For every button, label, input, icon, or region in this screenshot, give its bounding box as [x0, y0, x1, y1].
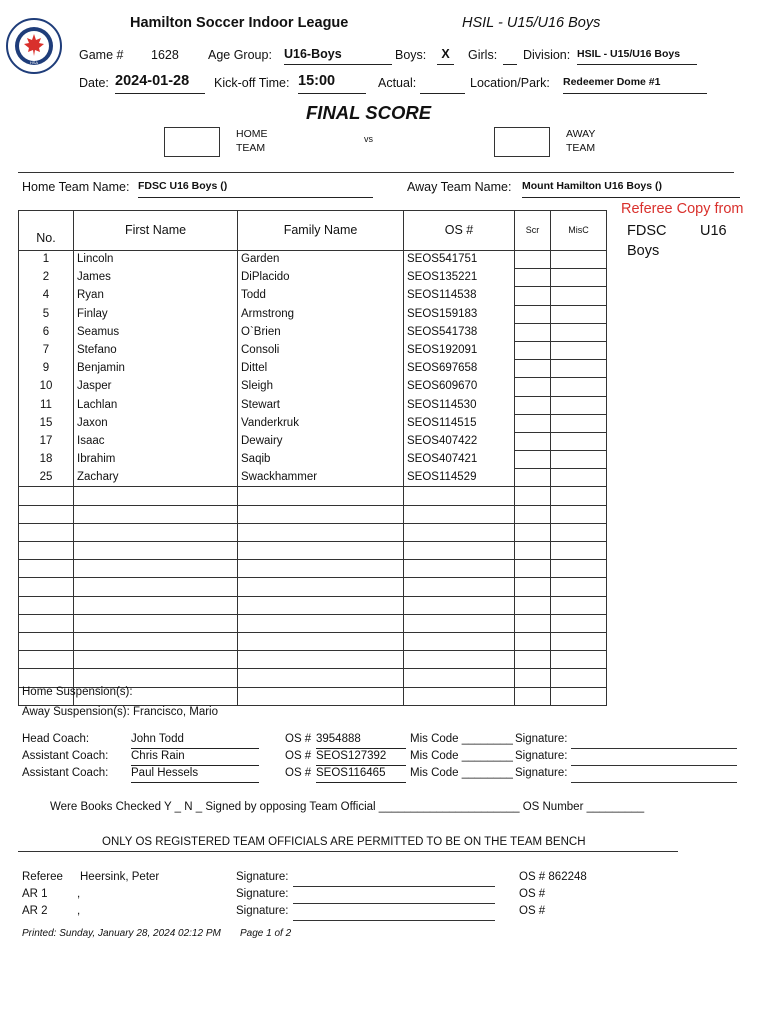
kickoff-value: 15:00 — [298, 73, 366, 94]
cell-os: SEOS135221 — [404, 269, 515, 287]
cell-scr — [515, 469, 551, 487]
coach-signature-label: Signature: — [515, 750, 568, 762]
coach-name: Chris Rain — [131, 750, 259, 766]
cell-family-name — [238, 523, 404, 541]
final-score-title: FINAL SCORE — [306, 102, 432, 123]
cell-misc — [551, 614, 607, 632]
location-value: Redeemer Dome #1 — [563, 76, 707, 94]
col-misc: MisC — [551, 211, 607, 251]
kickoff-label: Kick-off Time: — [214, 76, 290, 90]
cell-misc — [551, 323, 607, 341]
svg-text:HSA: HSA — [29, 60, 39, 65]
table-row — [19, 251, 607, 269]
official-os: OS # 862248 — [519, 871, 587, 883]
coach-os-label: OS # — [285, 767, 312, 779]
table-row — [19, 378, 607, 396]
cell-first-name: Isaac — [74, 432, 238, 450]
coach-os-label: OS # — [285, 733, 312, 745]
cell-no — [19, 578, 74, 596]
cell-os: SEOS114538 — [404, 287, 515, 305]
col-first-name: First Name — [74, 211, 238, 251]
official-name: , — [77, 888, 81, 900]
cell-first-name — [74, 651, 238, 669]
col-os: OS # — [404, 211, 515, 251]
cell-misc — [551, 396, 607, 414]
game-number-label: Game # — [79, 48, 124, 62]
cell-family-name — [238, 505, 404, 523]
table-row — [19, 469, 607, 487]
cell-os: SEOS114529 — [404, 469, 515, 487]
cell-misc — [551, 487, 607, 505]
cell-family-name — [238, 651, 404, 669]
date-value: 2024-01-28 — [115, 73, 205, 94]
cell-no: 5 — [19, 305, 74, 323]
books-checked-line: Were Books Checked Y _ N _ Signed by opposing Team Official ______________________ OS Number _________ — [50, 801, 645, 813]
cell-first-name: Seamus — [74, 323, 238, 341]
cell-scr — [515, 360, 551, 378]
cell-misc — [551, 523, 607, 541]
cell-family-name: Consoli — [238, 341, 404, 359]
official-role: AR 2 — [22, 905, 48, 917]
official-role: AR 1 — [22, 888, 48, 900]
cell-os: SEOS407422 — [404, 432, 515, 450]
cell-first-name: Zachary — [74, 469, 238, 487]
cell-misc — [551, 560, 607, 578]
cell-scr — [515, 414, 551, 432]
notice-underline — [18, 851, 678, 852]
cell-misc — [551, 596, 607, 614]
home-team-label: Home Team Name: — [22, 180, 130, 194]
cell-os: SEOS609670 — [404, 378, 515, 396]
cell-scr — [515, 578, 551, 596]
cell-first-name — [74, 578, 238, 596]
cell-family-name — [238, 560, 404, 578]
cell-no: 1 — [19, 251, 74, 269]
cell-no: 7 — [19, 341, 74, 359]
cell-os — [404, 687, 515, 705]
cell-scr — [515, 305, 551, 323]
coach-os: SEOS116465 — [316, 767, 406, 783]
cell-no: 4 — [19, 287, 74, 305]
division-label: Division: — [523, 48, 571, 62]
away-team-label: Away Team Name: — [407, 180, 512, 194]
cell-family-name: Sleigh — [238, 378, 404, 396]
referee-copy-team-2: U16 — [700, 223, 727, 239]
cell-no — [19, 487, 74, 505]
league-logo — [6, 18, 62, 74]
table-row — [19, 560, 607, 578]
cell-first-name — [74, 487, 238, 505]
cell-no — [19, 542, 74, 560]
cell-family-name — [238, 578, 404, 596]
referee-copy-team-1: FDSC — [627, 223, 667, 239]
cell-first-name: Stefano — [74, 341, 238, 359]
cell-first-name: Jaxon — [74, 414, 238, 432]
cell-scr — [515, 251, 551, 269]
game-number: 1628 — [151, 48, 179, 62]
cell-misc — [551, 451, 607, 469]
girls-mark — [503, 47, 517, 65]
cell-first-name: Lachlan — [74, 396, 238, 414]
cell-family-name: Garden — [238, 251, 404, 269]
cell-os — [404, 487, 515, 505]
table-row — [19, 632, 607, 650]
cell-os — [404, 669, 515, 687]
cell-misc — [551, 414, 607, 432]
cell-scr — [515, 560, 551, 578]
home-label-line2: TEAM — [236, 142, 266, 154]
cell-misc — [551, 469, 607, 487]
cell-first-name: Lincoln — [74, 251, 238, 269]
official-name: , — [77, 905, 81, 917]
table-row — [19, 305, 607, 323]
cell-first-name — [74, 669, 238, 687]
cell-first-name — [74, 523, 238, 541]
coach-mis-code: Mis Code ________ — [410, 767, 513, 779]
cell-scr — [515, 687, 551, 705]
cell-scr — [515, 323, 551, 341]
vs-label: vs — [364, 134, 373, 144]
table-row — [19, 451, 607, 469]
cell-first-name — [74, 560, 238, 578]
cell-scr — [515, 542, 551, 560]
actual-value — [420, 73, 465, 94]
cell-first-name — [74, 505, 238, 523]
cell-first-name — [74, 596, 238, 614]
cell-os: SEOS697658 — [404, 360, 515, 378]
away-label-line2: TEAM — [566, 142, 596, 154]
coach-os: 3954888 — [316, 733, 406, 749]
referee-copy-title: Referee Copy from — [621, 201, 744, 217]
cell-os — [404, 578, 515, 596]
table-row — [19, 596, 607, 614]
coach-signature-line[interactable] — [571, 748, 737, 749]
cell-family-name: Dittel — [238, 360, 404, 378]
cell-no — [19, 669, 74, 687]
table-row — [19, 505, 607, 523]
cell-family-name: O`Brien — [238, 323, 404, 341]
home-team-name: FDSC U16 Boys () — [138, 180, 373, 198]
cell-family-name: Swackhammer — [238, 469, 404, 487]
cell-misc — [551, 542, 607, 560]
cell-scr — [515, 505, 551, 523]
coach-signature-line[interactable] — [571, 782, 737, 783]
boys-label: Boys: — [395, 48, 427, 62]
cell-misc — [551, 251, 607, 269]
official-os: OS # — [519, 905, 546, 917]
cell-misc — [551, 578, 607, 596]
cell-scr — [515, 614, 551, 632]
table-row — [19, 487, 607, 505]
coach-mis-code: Mis Code ________ — [410, 733, 513, 745]
table-row — [19, 432, 607, 450]
table-row — [19, 523, 607, 541]
cell-first-name: Jasper — [74, 378, 238, 396]
table-row — [19, 414, 607, 432]
away-team-score-label — [566, 127, 595, 155]
cell-misc — [551, 687, 607, 705]
official-signature-label: Signature: — [236, 905, 289, 917]
official-name: Heersink, Peter — [80, 871, 160, 883]
cell-misc — [551, 432, 607, 450]
girls-label: Girls: — [468, 48, 498, 62]
divider-line — [18, 172, 734, 173]
official-os: OS # — [519, 888, 546, 900]
cell-scr — [515, 596, 551, 614]
cell-os — [404, 523, 515, 541]
roster-body — [19, 251, 607, 706]
cell-os: SEOS114515 — [404, 414, 515, 432]
coach-role: Head Coach: — [22, 733, 90, 745]
cell-no: 15 — [19, 414, 74, 432]
official-signature-label: Signature: — [236, 871, 289, 883]
cell-scr — [515, 341, 551, 359]
table-row — [19, 396, 607, 414]
cell-misc — [551, 341, 607, 359]
cell-scr — [515, 378, 551, 396]
official-signature-line[interactable] — [293, 886, 495, 887]
cell-misc — [551, 378, 607, 396]
coach-os: SEOS127392 — [316, 750, 406, 766]
col-no: No. — [19, 211, 74, 251]
away-team-name: Mount Hamilton U16 Boys () — [522, 180, 740, 198]
cell-no: 25 — [19, 469, 74, 487]
cell-misc — [551, 505, 607, 523]
coach-role: Assistant Coach: — [22, 767, 109, 779]
cell-no — [19, 651, 74, 669]
age-group-value: U16-Boys — [284, 47, 392, 65]
cell-no — [19, 523, 74, 541]
official-signature-label: Signature: — [236, 888, 289, 900]
coach-signature-label: Signature: — [515, 767, 568, 779]
cell-misc — [551, 632, 607, 650]
cell-os — [404, 614, 515, 632]
coach-signature-label: Signature: — [515, 733, 568, 745]
cell-family-name: Armstrong — [238, 305, 404, 323]
table-row — [19, 669, 607, 687]
col-family-name: Family Name — [238, 211, 404, 251]
location-label: Location/Park: — [470, 76, 550, 90]
home-score-box[interactable] — [164, 127, 220, 157]
cell-scr — [515, 287, 551, 305]
cell-family-name: DiPlacido — [238, 269, 404, 287]
cell-no: 2 — [19, 269, 74, 287]
cell-no: 17 — [19, 432, 74, 450]
table-row — [19, 341, 607, 359]
cell-no: 6 — [19, 323, 74, 341]
cell-no — [19, 505, 74, 523]
roster-table — [18, 210, 607, 706]
cell-scr — [515, 451, 551, 469]
cell-first-name — [74, 542, 238, 560]
away-label-line1: AWAY — [566, 128, 596, 140]
away-score-box[interactable] — [494, 127, 550, 157]
table-row — [19, 542, 607, 560]
printed-timestamp: Printed: Sunday, January 28, 2024 02:12 PM — [22, 928, 221, 939]
coach-name: John Todd — [131, 733, 259, 749]
cell-first-name: Benjamin — [74, 360, 238, 378]
cell-no — [19, 614, 74, 632]
cell-family-name — [238, 542, 404, 560]
cell-os — [404, 542, 515, 560]
home-team-score-label — [236, 127, 268, 155]
table-row — [19, 578, 607, 596]
col-scr: Scr — [515, 211, 551, 251]
actual-label: Actual: — [378, 76, 417, 90]
cell-family-name: Stewart — [238, 396, 404, 414]
cell-os: SEOS541751 — [404, 251, 515, 269]
cell-no: 9 — [19, 360, 74, 378]
cell-os — [404, 651, 515, 669]
cell-no: 11 — [19, 396, 74, 414]
cell-scr — [515, 523, 551, 541]
cell-os — [404, 560, 515, 578]
cell-scr — [515, 651, 551, 669]
page-number: Page 1 of 2 — [240, 928, 292, 939]
cell-misc — [551, 669, 607, 687]
official-signature-line[interactable] — [293, 903, 495, 904]
cell-family-name: Vanderkruk — [238, 414, 404, 432]
cell-os: SEOS407421 — [404, 451, 515, 469]
age-group-label: Age Group: — [208, 48, 272, 62]
table-row — [19, 323, 607, 341]
cell-scr — [515, 269, 551, 287]
cell-os — [404, 596, 515, 614]
division-value: HSIL - U15/U16 Boys — [577, 48, 697, 65]
cell-os: SEOS192091 — [404, 341, 515, 359]
cell-os: SEOS114530 — [404, 396, 515, 414]
cell-scr — [515, 487, 551, 505]
cell-scr — [515, 396, 551, 414]
official-signature-line[interactable] — [293, 920, 495, 921]
cell-first-name: Ryan — [74, 287, 238, 305]
coach-os-label: OS # — [285, 750, 312, 762]
date-label: Date: — [79, 76, 109, 90]
cell-misc — [551, 651, 607, 669]
away-suspensions: Away Suspension(s): Francisco, Mario — [22, 706, 218, 718]
roster-header-row — [19, 211, 607, 251]
cell-family-name — [238, 487, 404, 505]
coach-mis-code: Mis Code ________ — [410, 750, 513, 762]
boys-mark: X — [437, 47, 454, 65]
cell-family-name — [238, 596, 404, 614]
league-division-title: HSIL - U15/U16 Boys — [462, 15, 601, 31]
cell-first-name — [74, 614, 238, 632]
cell-os: SEOS159183 — [404, 305, 515, 323]
cell-scr — [515, 669, 551, 687]
table-row — [19, 651, 607, 669]
cell-first-name: Finlay — [74, 305, 238, 323]
home-suspensions: Home Suspension(s): — [22, 686, 133, 698]
cell-family-name — [238, 614, 404, 632]
referee-copy-team-3: Boys — [627, 243, 660, 259]
cell-no — [19, 560, 74, 578]
cell-no: 18 — [19, 451, 74, 469]
cell-no: 10 — [19, 378, 74, 396]
cell-misc — [551, 305, 607, 323]
cell-os: SEOS541738 — [404, 323, 515, 341]
cell-os — [404, 505, 515, 523]
cell-misc — [551, 360, 607, 378]
cell-family-name — [238, 632, 404, 650]
table-row — [19, 360, 607, 378]
table-row — [19, 614, 607, 632]
cell-first-name: James — [74, 269, 238, 287]
cell-no — [19, 632, 74, 650]
cell-misc — [551, 269, 607, 287]
coach-name: Paul Hessels — [131, 767, 259, 783]
cell-family-name: Saqib — [238, 451, 404, 469]
cell-no — [19, 596, 74, 614]
table-row — [19, 269, 607, 287]
cell-family-name: Dewairy — [238, 432, 404, 450]
cell-first-name: Ibrahim — [74, 451, 238, 469]
cell-family-name: Todd — [238, 287, 404, 305]
bench-notice: ONLY OS REGISTERED TEAM OFFICIALS ARE PERMITTED TO BE ON THE TEAM BENCH — [102, 836, 586, 848]
cell-scr — [515, 632, 551, 650]
cell-family-name — [238, 687, 404, 705]
league-title: Hamilton Soccer Indoor League — [130, 15, 349, 31]
cell-misc — [551, 287, 607, 305]
cell-first-name — [74, 632, 238, 650]
table-row — [19, 287, 607, 305]
home-label-line1: HOME — [236, 128, 268, 140]
official-role: Referee — [22, 871, 63, 883]
coach-signature-line[interactable] — [571, 765, 737, 766]
cell-scr — [515, 432, 551, 450]
cell-os — [404, 632, 515, 650]
cell-family-name — [238, 669, 404, 687]
coach-role: Assistant Coach: — [22, 750, 109, 762]
